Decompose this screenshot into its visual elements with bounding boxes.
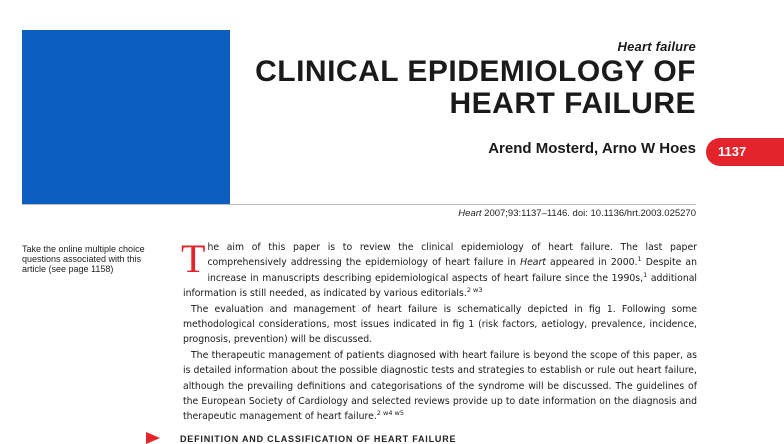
reference-sup: 1 [643,270,648,279]
page-number-tab: 1137 [706,138,784,166]
citation-details: 2007;93:1137–1146. doi: 10.1136/hrt.2003.025270 [481,208,696,219]
section-label: Heart failure [617,39,696,54]
authors: Arend Mosterd, Arno W Hoes [488,140,696,157]
paragraph-1: The aim of this paper is to review the clinical epidemiology of heart failure. The last paper comprehensively addressing the epidemiology of heart failure in Heart appeared in 2000.$^1$ Despite an increase in manuscripts describing epidemiological aspects of heart failure since the 1990s,$^1$ additional information is still needed, as indicated by various editorials.$^{2 w3}$ [181,236,697,300]
article-body [181,236,697,425]
drop-cap: T [181,236,206,281]
sidebar-note: Take the online multiple choice questions associated with this article (see page 1158) [22,244,145,274]
paragraph-3: The therapeutic management of patients diagnosed with heart failure is beyond the scope of this paper, as is detailed information about the possible diagnostic tests and strategies to establish or rule out heart failure, although the prevailing definitions and categorisations of the syndrome will be discussed. The guidelines of the European Society of Cardiology and selected reviews provide up to date information on the diagnosis and therapeutic management of heart failure.$^{2 w4 w5}$ [183,349,697,423]
citation [458,208,696,219]
reference-sup: 2 w3 [466,286,483,295]
paragraph-2: The evaluation and management of heart failure is schematically depicted in fig 1. Following some methodological considerations, most issues indicated in fig 1 (risk factors, aetiology, prevalence, incidence, prognosis, prevention) will be discussed. [183,303,697,346]
citation-journal: Heart [458,208,482,219]
blue-header-block [22,30,230,204]
title-line-1: CLINICAL EPIDEMIOLOGY OF [255,55,696,88]
reference-sup: 1 [637,255,642,264]
title-line-2: HEART FAILURE [449,87,696,120]
article-title [255,56,696,120]
section-arrow-icon [146,432,160,444]
reference-sup: 2 w4 w5 [376,409,404,418]
next-section-heading: DEFINITION AND CLASSIFICATION OF HEART FAILURE [180,434,457,444]
header-rule [22,204,696,205]
